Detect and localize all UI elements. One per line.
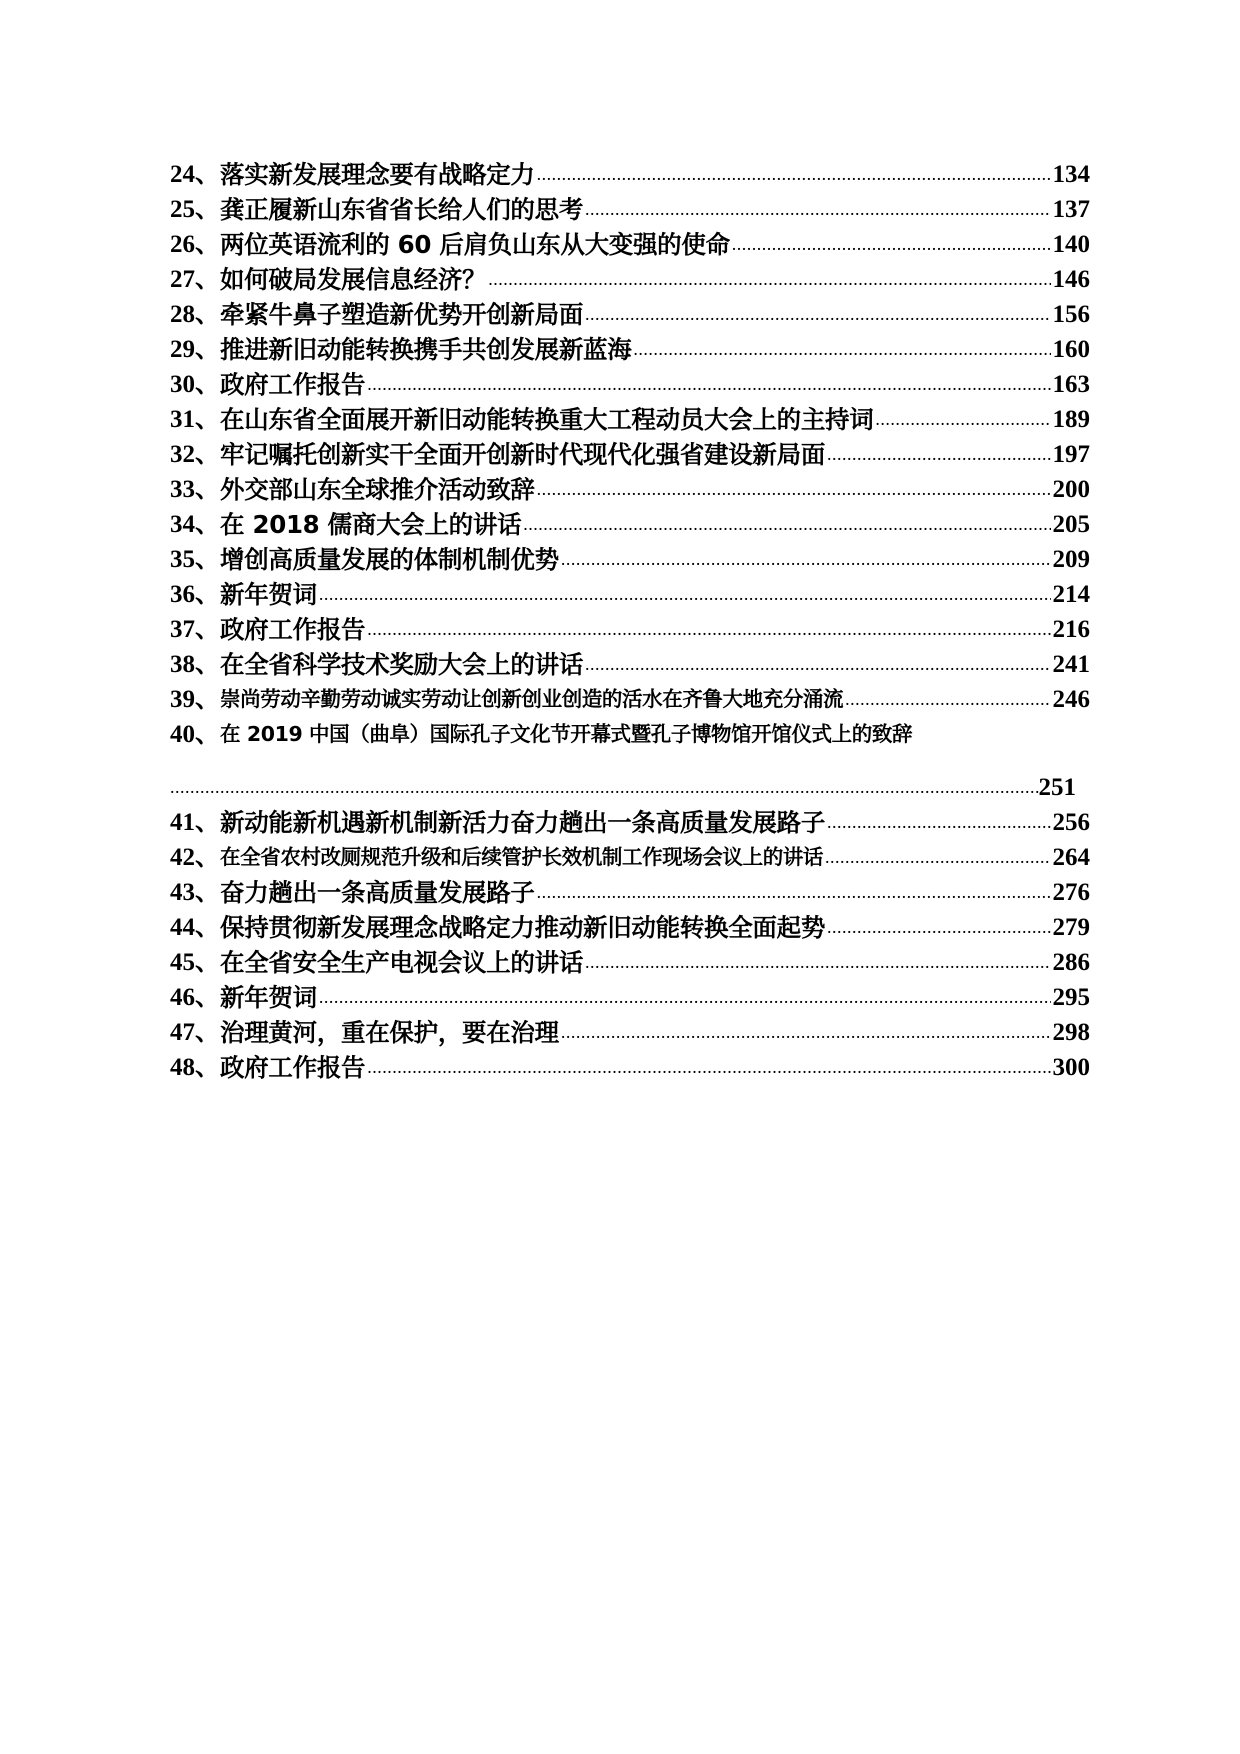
- toc-entry-page: 134: [1052, 161, 1090, 188]
- toc-entry-39[interactable]: [170, 682, 1090, 717]
- toc-entry-page: 298: [1052, 1019, 1090, 1046]
- toc-entry-title: 政府工作报告: [220, 1053, 366, 1082]
- dot-leader: [367, 1050, 1050, 1085]
- toc-entry-page: 189: [1052, 406, 1090, 433]
- toc-entry-page: 286: [1052, 949, 1090, 976]
- toc-entry-29[interactable]: [170, 332, 1090, 367]
- dot-leader: [537, 875, 1051, 910]
- toc-entry-page: 216: [1052, 616, 1090, 643]
- toc-entry-title: 外交部山东全球推介活动致辞: [220, 475, 535, 504]
- toc-entry-title: 新年贺词: [220, 983, 317, 1012]
- toc-entry-33[interactable]: [170, 472, 1090, 507]
- toc-entry-title: 新动能新机遇新机制新活力奋力趟出一条高质量发展路子: [220, 808, 826, 837]
- toc-entry-34[interactable]: [170, 507, 1090, 542]
- toc-entry-28[interactable]: [170, 297, 1090, 332]
- toc-entry-number: 42、: [170, 844, 221, 871]
- toc-entry-number: 31、: [170, 406, 221, 433]
- toc-entry-page: 256: [1052, 809, 1090, 836]
- toc-entry-page: 241: [1052, 651, 1090, 678]
- toc-entry-title: 在 2018 儒商大会上的讲话: [220, 510, 522, 539]
- dot-leader: [585, 647, 1050, 682]
- dot-leader: [523, 507, 1050, 542]
- toc-entry-number: 39、: [170, 686, 221, 713]
- toc-entry-page: 160: [1052, 336, 1090, 363]
- toc-entry-number: 24、: [170, 161, 221, 188]
- dot-leader: [875, 402, 1050, 437]
- toc-entry-number: 46、: [170, 984, 221, 1011]
- toc-entry-title: 落实新发展理念要有战略定力: [220, 160, 535, 189]
- toc-entry-page: 197: [1052, 441, 1090, 468]
- toc-entry-number: 33、: [170, 476, 221, 503]
- dot-leader: [561, 542, 1051, 577]
- toc-entry-page: 279: [1052, 914, 1090, 941]
- dot-leader: [825, 840, 1050, 875]
- toc-entry-title: 如何破局发展信息经济？: [220, 265, 487, 294]
- toc-entry-number: 37、: [170, 616, 221, 643]
- toc-entry-title: 在全省安全生产电视会议上的讲话: [220, 948, 584, 977]
- toc-entry-page: 300: [1052, 1054, 1090, 1081]
- dot-leader: [170, 770, 1039, 805]
- toc-entry-page: 200: [1052, 476, 1090, 503]
- table-of-contents: [170, 157, 1090, 1085]
- toc-entry-title: 牵紧牛鼻子塑造新优势开创新局面: [220, 300, 584, 329]
- toc-entry-number: 44、: [170, 914, 221, 941]
- toc-entry-title: 推进新旧动能转换携手共创发展新蓝海: [220, 335, 632, 364]
- toc-entry-number: 34、: [170, 511, 221, 538]
- dot-leader: [319, 980, 1051, 1015]
- toc-entry-number: 27、: [170, 266, 221, 293]
- toc-entry-number: 45、: [170, 949, 221, 976]
- toc-entry-title: 在全省科学技术奖励大会上的讲话: [220, 650, 584, 679]
- toc-entry-title: 牢记嘱托创新实干全面开创新时代现代化强省建设新局面: [220, 440, 826, 469]
- toc-entry-25[interactable]: [170, 192, 1090, 227]
- toc-entry-42[interactable]: [170, 840, 1090, 875]
- toc-entry-32[interactable]: [170, 437, 1090, 472]
- toc-entry-title: 政府工作报告: [220, 370, 366, 399]
- dot-leader: [319, 577, 1051, 612]
- dot-leader: [827, 910, 1050, 945]
- dot-leader: [585, 297, 1050, 332]
- toc-entry-26[interactable]: [170, 227, 1090, 262]
- toc-entry-35[interactable]: [170, 542, 1090, 577]
- dot-leader: [561, 1015, 1051, 1050]
- toc-entry-title: 两位英语流利的 60 后肩负山东从大变强的使命: [220, 230, 730, 259]
- toc-entry-37[interactable]: [170, 612, 1090, 647]
- toc-entry-30[interactable]: [170, 367, 1090, 402]
- toc-entry-page: 251: [1038, 774, 1076, 801]
- dot-leader: [845, 682, 1050, 717]
- toc-entry-title: 增创高质量发展的体制机制优势: [220, 545, 559, 574]
- toc-entry-number: 48、: [170, 1054, 221, 1081]
- toc-entry-31[interactable]: [170, 402, 1090, 437]
- dot-leader: [488, 262, 1050, 297]
- dot-leader: [827, 437, 1050, 472]
- toc-entry-number: 32、: [170, 441, 221, 468]
- toc-entry-36[interactable]: [170, 577, 1090, 612]
- toc-entry-43[interactable]: [170, 875, 1090, 910]
- toc-entry-page: 295: [1052, 984, 1090, 1011]
- toc-entry-page: 137: [1052, 196, 1090, 223]
- toc-entry-title: 政府工作报告: [220, 615, 366, 644]
- dot-leader: [367, 612, 1050, 647]
- toc-entry-38[interactable]: [170, 647, 1090, 682]
- toc-entry-number: 26、: [170, 231, 221, 258]
- toc-entry-48[interactable]: [170, 1050, 1090, 1085]
- toc-entry-number: 47、: [170, 1019, 221, 1046]
- toc-entry-number: 25、: [170, 196, 221, 223]
- toc-entry-page: 163: [1052, 371, 1090, 398]
- toc-entry-page: 205: [1052, 511, 1090, 538]
- toc-entry-number: 29、: [170, 336, 221, 363]
- toc-entry-page: 209: [1052, 546, 1090, 573]
- dot-leader: [732, 227, 1051, 262]
- toc-entry-page: 140: [1052, 231, 1090, 258]
- toc-entry-47[interactable]: [170, 1015, 1090, 1050]
- toc-entry-number: 36、: [170, 581, 221, 608]
- toc-entry-page: 276: [1052, 879, 1090, 906]
- toc-entry-title: 治理黄河，重在保护，要在治理: [220, 1018, 559, 1047]
- dot-leader: [633, 332, 1050, 367]
- dot-leader: [367, 367, 1050, 402]
- toc-entry-title: 新年贺词: [220, 580, 317, 609]
- toc-entry-24[interactable]: [170, 157, 1090, 192]
- toc-entry-number: 28、: [170, 301, 221, 328]
- toc-entry-40[interactable]: [170, 717, 1090, 805]
- toc-entry-title: 在 2019 中国（曲阜）国际孔子文化节开幕式暨孔子博物馆开馆仪式上的致辞: [220, 722, 913, 746]
- toc-entry-title: 奋力趟出一条高质量发展路子: [220, 878, 535, 907]
- dot-leader: [585, 192, 1050, 227]
- toc-entry-title: 龚正履新山东省省长给人们的思考: [220, 195, 584, 224]
- toc-entry-number: 40、: [170, 721, 221, 748]
- toc-entry-27[interactable]: [170, 262, 1090, 297]
- toc-entry-45[interactable]: [170, 945, 1090, 980]
- toc-entry-46[interactable]: [170, 980, 1090, 1015]
- toc-entry-number: 30、: [170, 371, 221, 398]
- toc-entry-page: 214: [1052, 581, 1090, 608]
- dot-leader: [585, 945, 1050, 980]
- toc-entry-title: 保持贯彻新发展理念战略定力推动新旧动能转换全面起势: [220, 913, 826, 942]
- toc-entry-44[interactable]: [170, 910, 1090, 945]
- toc-entry-number: 35、: [170, 546, 221, 573]
- toc-entry-number: 43、: [170, 879, 221, 906]
- toc-entry-title: 在全省农村改厕规范升级和后续管护长效机制工作现场会议上的讲话: [220, 845, 824, 869]
- toc-entry-page: 156: [1052, 301, 1090, 328]
- toc-entry-page: 264: [1052, 844, 1090, 871]
- dot-leader: [537, 472, 1051, 507]
- toc-entry-page: 246: [1052, 686, 1090, 713]
- toc-entry-number: 38、: [170, 651, 221, 678]
- dot-leader: [827, 805, 1050, 840]
- toc-entry-title: 崇尚劳动辛勤劳动诚实劳动让创新创业创造的活水在齐鲁大地充分涌流: [220, 687, 844, 711]
- toc-entry-page: 146: [1052, 266, 1090, 293]
- dot-leader: [537, 157, 1051, 192]
- toc-entry-title: 在山东省全面展开新旧动能转换重大工程动员大会上的主持词: [220, 405, 874, 434]
- toc-entry-number: 41、: [170, 809, 221, 836]
- toc-entry-41[interactable]: [170, 805, 1090, 840]
